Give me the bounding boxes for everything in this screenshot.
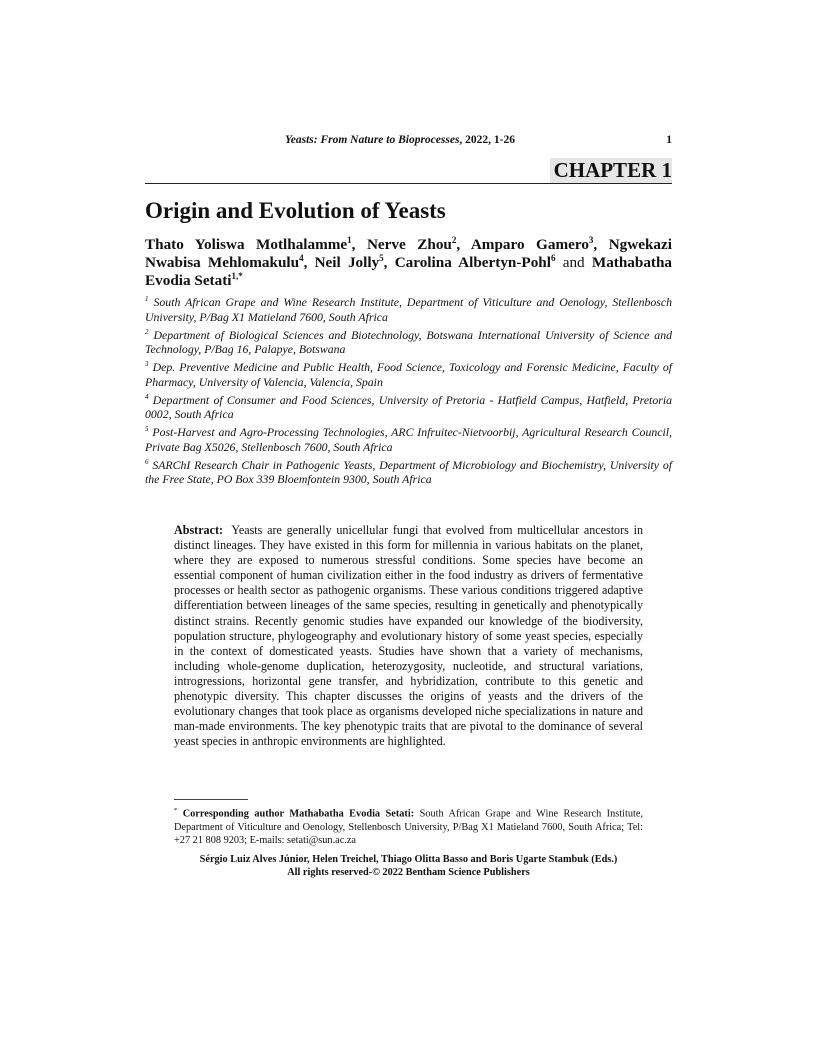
author-name: Neil Jolly — [314, 254, 380, 271]
author-list — [145, 236, 672, 290]
author-name: Nerve Zhou — [366, 236, 452, 253]
author-name: Ngwekazi Nwabisa Mehlomakulu — [145, 236, 672, 271]
running-header — [145, 134, 672, 150]
journal-citation — [285, 134, 515, 146]
footnote-divider — [174, 799, 248, 800]
author-name: Thato Yoliswa Motlhalamme — [145, 236, 348, 253]
author-affiliation-mark: 3 — [588, 234, 594, 245]
publication-credits — [145, 853, 672, 879]
footnote-text: South African Grape and Wine Research Institute, Department of Viticulture and Oenology, Stellenbosch University, P/Bag X1 Matieland 7600, South Africa; Tel: +27 21 808 9203; E-mails: setati@sun.ac.za — [174, 808, 644, 847]
affiliation — [145, 295, 672, 324]
affiliation-list — [145, 295, 672, 490]
affiliation-text: Department of Biological Sciences and Biotechnology, Botswana International University of Science and Technology, P/Bag 16, Palapye, Botswana — [145, 327, 672, 357]
author-affiliation-mark: 6 — [550, 252, 556, 263]
affiliation-mark: 1 — [145, 295, 149, 304]
editors-line: Sérgio Luiz Alves Júnior, Helen Treichel, Thiago Olitta Basso and Boris Ugarte Stambuk (Eds.) — [199, 854, 618, 865]
chapter-divider — [145, 183, 672, 184]
journal-volume-pages: , 2022, 1-26 — [459, 134, 516, 146]
abstract — [174, 523, 643, 749]
affiliation-text: Post-Harvest and Agro-Processing Technologies, ARC Infruitec-Nietvoorbij, Agricultural Research Council, Private Bag X5026, Stellenbosch 7600, South Africa — [145, 425, 672, 454]
chapter-label: CHAPTER 1 — [553, 158, 672, 182]
affiliation-mark: 3 — [145, 360, 149, 369]
affiliation-text: Dep. Preventive Medicine and Public Health, Food Science, Toxicology and Forensic Medicine, Faculty of Pharmacy, University of Valencia, Valencia, Spain — [145, 360, 672, 389]
affiliation — [145, 458, 672, 487]
footnote-mark: * — [174, 807, 178, 814]
affiliation — [145, 360, 672, 389]
affiliation-mark: 4 — [145, 392, 149, 401]
affiliation-text: South African Grape and Wine Research Institute, Department of Viticulture and Oenology, Stellenbosch University, P/Bag X1 Matieland 7600, South Africa — [145, 295, 673, 324]
affiliation — [145, 425, 672, 454]
author-name: Amparo Gamero — [470, 236, 589, 253]
author-separator: , — [593, 236, 598, 253]
author-affiliation-mark: 4 — [299, 252, 304, 263]
author-name: Mathabatha Evodia Setati — [145, 254, 673, 289]
affiliation-text: SARChI Research Chair in Pathogenic Yeasts, Department of Microbiology and Biochemistry, University of the Free State, PO Box 339 Bloemfontein 9300, South Africa — [145, 457, 672, 487]
author-separator: , — [383, 254, 388, 271]
author-affiliation-mark: 1,* — [231, 270, 243, 281]
page-number: 1 — [666, 134, 672, 146]
affiliation-mark: 2 — [145, 327, 149, 336]
abstract-label: Abstract: — [174, 523, 224, 537]
affiliation-mark: 5 — [145, 425, 149, 434]
author-affiliation-mark: 5 — [379, 252, 384, 263]
footnote-label: Corresponding author Mathabatha Evodia Setati: — [182, 808, 415, 820]
affiliation — [145, 328, 672, 357]
author-affiliation-mark: 1 — [347, 234, 352, 245]
rights-line: All rights reserved-© 2022 Bentham Science Publishers — [287, 867, 530, 878]
author-separator: , — [351, 236, 356, 253]
affiliation-mark: 6 — [145, 457, 149, 466]
affiliation-text: Department of Consumer and Food Sciences, University of Pretoria - Hatfield Campus, Hatfield, Pretoria 0002, South Africa — [145, 392, 672, 422]
author-separator: , — [456, 236, 461, 253]
author-affiliation-mark: 2 — [451, 234, 457, 245]
chapter-title: Origin and Evolution of Yeasts — [145, 198, 446, 223]
corresponding-author-footnote — [174, 804, 643, 848]
abstract-text: Yeasts are generally unicellular fungi that evolved from multicellular ancestors in distinct lineages. They have existed in this form for millennia in various habitats on the planet, where they are exposed to numerous stressful conditions. Some species have become an essential component of human civilization either in the food industry as drivers of fermentative processes or health sector as pathogenic organisms. These various conditions triggered adaptive differentiation between lineages of the same species, resulting in genetically and phenotypically distinct strains. Recently genomic studies have expanded our knowledge of the biodiversity, population structure, phylogeography and evolutionary history of some yeast species, especially in the context of domesticated yeasts. Studies have shown that a variety of mechanisms, including whole-genome duplication, heterozygosity, nucleotide, and structural variations, introgressions, horizontal gene transfer, and hybridization, contribute to this genetic and phenotypic diversity. This chapter discusses the origins of yeasts and the drivers of the evolutionary changes that took place as organisms developed niche specializations in nature and man-made environments. The key phenotypic traits that are pivotal to the dominance of several yeast species in anthropic environments are highlighted. — [174, 523, 643, 749]
author-conjunction: and — [562, 254, 585, 271]
journal-name: Yeasts: From Nature to Bioprocesses — [285, 134, 460, 146]
affiliation — [145, 393, 672, 422]
author-name: Carolina Albertyn-Pohl — [394, 254, 551, 271]
author-separator: , — [303, 254, 308, 271]
